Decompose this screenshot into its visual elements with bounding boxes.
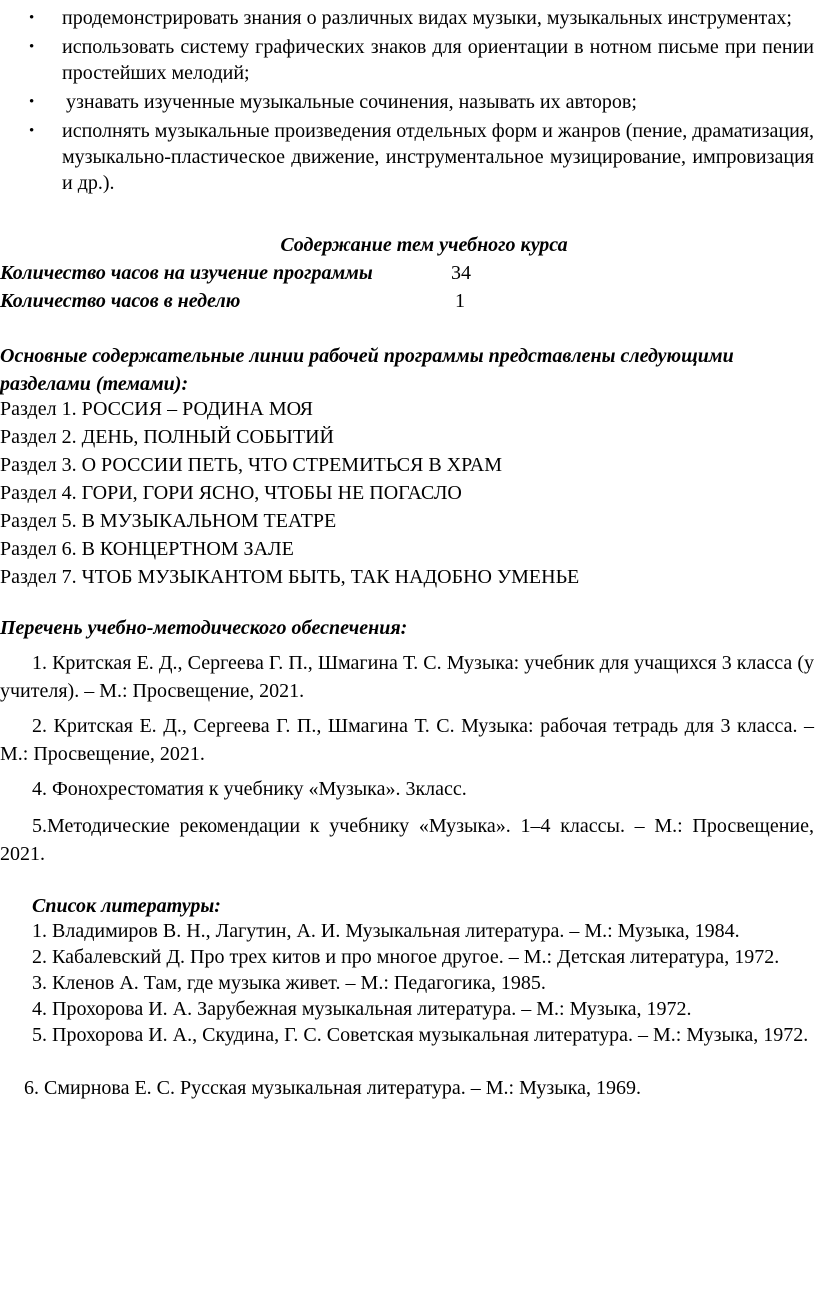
- goal-item: [0, 89, 816, 115]
- literature-item: 2. Кабалевский Д. Про трех китов и про многое другое. – М.: Детская литература, 1972.: [32, 946, 780, 968]
- goal-text: использовать систему графических знаков для ориентации в нотном письме при пении простейших мелодий;: [62, 36, 814, 84]
- content-heading: Содержание тем учебного курса: [280, 234, 568, 256]
- section-item: Раздел 7. ЧТОБ МУЗЫКАНТОМ БЫТЬ, ТАК НАДОБНО УМЕНЬЕ: [0, 566, 580, 588]
- bullet-icon: •: [29, 94, 35, 110]
- hours-week-value: 1: [455, 290, 465, 312]
- bullet-icon: •: [29, 123, 35, 139]
- support-item: 4. Фонохрестоматия к учебнику «Музыка». 3класс.: [32, 778, 467, 800]
- literature-item: 3. Кленов А. Там, где музыка живет. – М.: Педагогика, 1985.: [32, 972, 546, 994]
- literature-item: 1. Владимиров В. Н., Лагутин, А. И. Музыкальная литература. – М.: Музыка, 1984.: [32, 920, 740, 942]
- goal-text: продемонстрировать знания о различных видах музыки, музыкальных инструментах;: [62, 7, 792, 29]
- goal-item: [0, 118, 816, 196]
- support-item: 5.Методические рекомендации к учебнику «Музыка». 1–4 классы. – М.: Просвещение, 2021.: [0, 815, 814, 865]
- section-item: Раздел 2. ДЕНЬ, ПОЛНЫЙ СОБЫТИЙ: [0, 426, 334, 448]
- goal-item: [0, 5, 816, 31]
- section-item: Раздел 4. ГОРИ, ГОРИ ЯСНО, ЧТОБЫ НЕ ПОГАСЛО: [0, 482, 462, 504]
- bullet-icon: •: [29, 39, 35, 55]
- support-item: 1. Критская Е. Д., Сергеева Г. П., Шмагина Т. С. Музыка: учебник для учащихся 3 класса (у учителя). – М.: Просвещение, 2021.: [0, 652, 814, 702]
- goal-item: [0, 34, 816, 86]
- literature-heading: Список литературы:: [32, 895, 221, 917]
- goals-list: [0, 5, 816, 199]
- bullet-icon: •: [29, 10, 35, 26]
- literature-item: 4. Прохорова И. А. Зарубежная музыкальная литература. – М.: Музыка, 1972.: [32, 998, 692, 1020]
- goal-text: исполнять музыкальные произведения отдельных форм и жанров (пение, драматизация, музыкально-пластическое движение, инструментальное музицирование, импровизация и др.).: [62, 120, 814, 194]
- section-item: Раздел 3. О РОССИИ ПЕТЬ, ЧТО СТРЕМИТЬСЯ В ХРАМ: [0, 454, 502, 476]
- section-item: Раздел 1. РОССИЯ – РОДИНА МОЯ: [0, 398, 314, 420]
- support-heading: Перечень учебно-методического обеспечения:: [0, 617, 408, 639]
- literature-item: 5. Прохорова И. А., Скудина, Г. С. Советская музыкальная литература. – М.: Музыка, 1972.: [32, 1024, 809, 1046]
- sections-heading: Основные содержательные линии рабочей программы представлены следующими разделами (темами):: [0, 345, 734, 395]
- goal-text: узнавать изученные музыкальные сочинения, называть их авторов;: [66, 91, 637, 113]
- literature-item: 6. Смирнова Е. С. Русская музыкальная литература. – М.: Музыка, 1969.: [24, 1077, 641, 1099]
- hours-week-label: Количество часов в неделю: [0, 290, 241, 312]
- section-item: Раздел 6. В КОНЦЕРТНОМ ЗАЛЕ: [0, 538, 294, 560]
- section-item: Раздел 5. В МУЗЫКАЛЬНОМ ТЕАТРЕ: [0, 510, 337, 532]
- support-item: 2. Критская Е. Д., Сергеева Г. П., Шмагина Т. С. Музыка: рабочая тетрадь для 3 класса. – М.: Просвещение, 2021.: [0, 715, 814, 765]
- hours-total-value: 34: [451, 262, 471, 284]
- hours-total-label: Количество часов на изучение программы: [0, 262, 373, 284]
